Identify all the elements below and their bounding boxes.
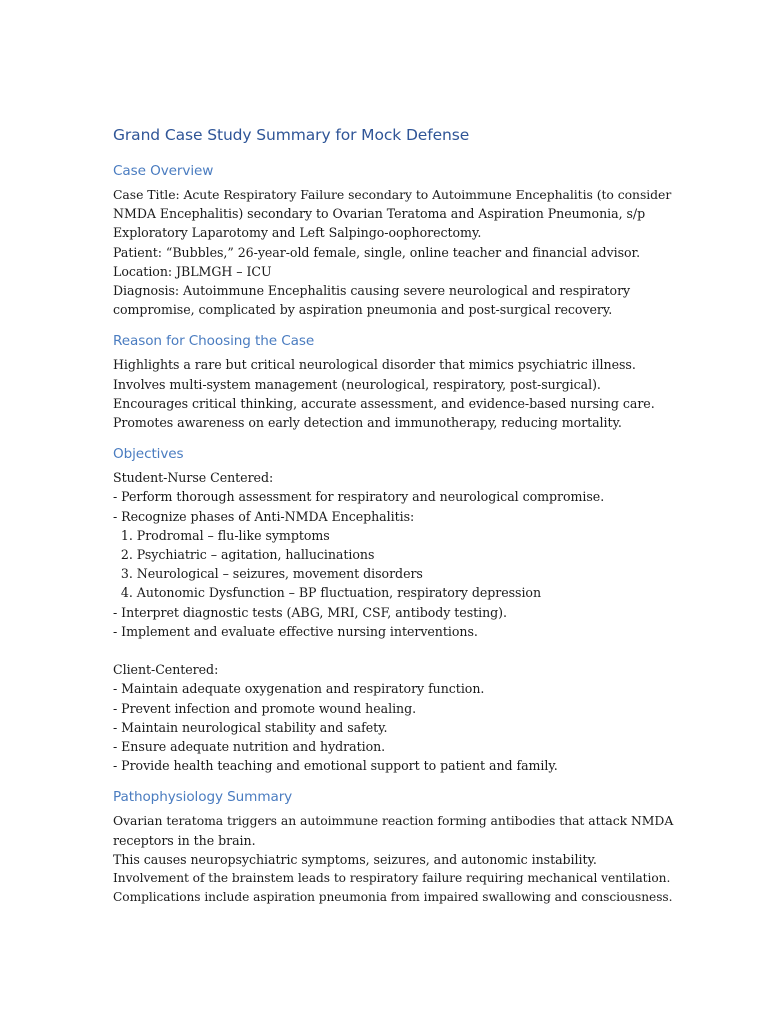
section-reason [113, 330, 673, 432]
document-title: Grand Case Study Summary for Mock Defense [113, 126, 470, 144]
list-item: - Implement and evaluate effective nursing interventions. [113, 623, 478, 639]
section-heading-pathophysiology: Pathophysiology Summary [113, 789, 293, 806]
paragraph-line: compromise, complicated by aspiration pneumonia and post-surgical recovery. [113, 302, 613, 318]
list-item: 3. Neurological – seizures, movement disorders [113, 566, 423, 582]
list-item: - Maintain adequate oxygenation and respiratory function. [113, 681, 485, 697]
section-pathophysiology [113, 786, 673, 907]
paragraph-line: Involvement of the brainstem leads to respiratory failure requiring mechanical ventilation. [113, 871, 671, 886]
list-item: - Maintain neurological stability and safety. [113, 719, 388, 735]
paragraph-line: Involves multi-system management (neurological, respiratory, post-surgical). [113, 376, 601, 392]
subheading-student-centered: Student-Nurse Centered: [113, 470, 274, 486]
list-item: 2. Psychiatric – agitation, hallucinations [113, 547, 375, 563]
paragraph-line: Patient: “Bubbles,” 26-year-old female, single, online teacher and financial advisor. [113, 244, 641, 260]
paragraph-line: Ovarian teratoma triggers an autoimmune reaction forming antibodies that attack NMDA [113, 813, 674, 829]
list-item: 4. Autonomic Dysfunction – BP fluctuation, respiratory depression [113, 585, 542, 601]
list-item: - Interpret diagnostic tests (ABG, MRI, CSF, antibody testing). [113, 604, 507, 620]
section-heading-reason: Reason for Choosing the Case [113, 333, 315, 350]
list-item: 1. Prodromal – flu-like symptoms [113, 527, 330, 543]
list-item: - Ensure adequate nutrition and hydration. [113, 739, 386, 755]
document-page [113, 124, 673, 918]
section-heading-objectives: Objectives [113, 446, 184, 463]
list-item: - Perform thorough assessment for respiratory and neurological compromise. [113, 489, 605, 505]
paragraph-line: receptors in the brain. [113, 832, 256, 848]
paragraph-line: NMDA Encephalitis) secondary to Ovarian Teratoma and Aspiration Pneumonia, s/p [113, 206, 646, 222]
section-heading-case-overview: Case Overview [113, 163, 214, 179]
paragraph-line: Case Title: Acute Respiratory Failure secondary to Autoimmune Encephalitis (to consider [113, 187, 672, 202]
paragraph-line: Highlights a rare but critical neurological disorder that mimics psychiatric illness. [113, 357, 636, 373]
paragraph-line: This causes neuropsychiatric symptoms, seizures, and autonomic instability. [113, 851, 597, 867]
list-item: - Prevent infection and promote wound healing. [113, 700, 417, 716]
list-item: - Recognize phases of Anti-NMDA Encephalitis: [113, 508, 415, 524]
paragraph-line: Encourages critical thinking, accurate assessment, and evidence-based nursing care. [113, 395, 655, 411]
paragraph-line: Diagnosis: Autoimmune Encephalitis causing severe neurological and respiratory [113, 283, 631, 299]
paragraph-line: Complications include aspiration pneumonia from impaired swallowing and consciousness. [113, 890, 673, 905]
paragraph-line: Location: JBLMGH – ICU [113, 263, 272, 279]
blank-line [113, 641, 673, 660]
section-case-overview [113, 160, 673, 319]
subheading-client-centered: Client-Centered: [113, 662, 219, 678]
paragraph-line: Exploratory Laparotomy and Left Salpingo-oophorectomy. [113, 225, 482, 241]
section-objectives [113, 443, 673, 775]
paragraph-line: Promotes awareness on early detection and immunotherapy, reducing mortality. [113, 415, 622, 431]
list-item: - Provide health teaching and emotional support to patient and family. [113, 758, 558, 774]
